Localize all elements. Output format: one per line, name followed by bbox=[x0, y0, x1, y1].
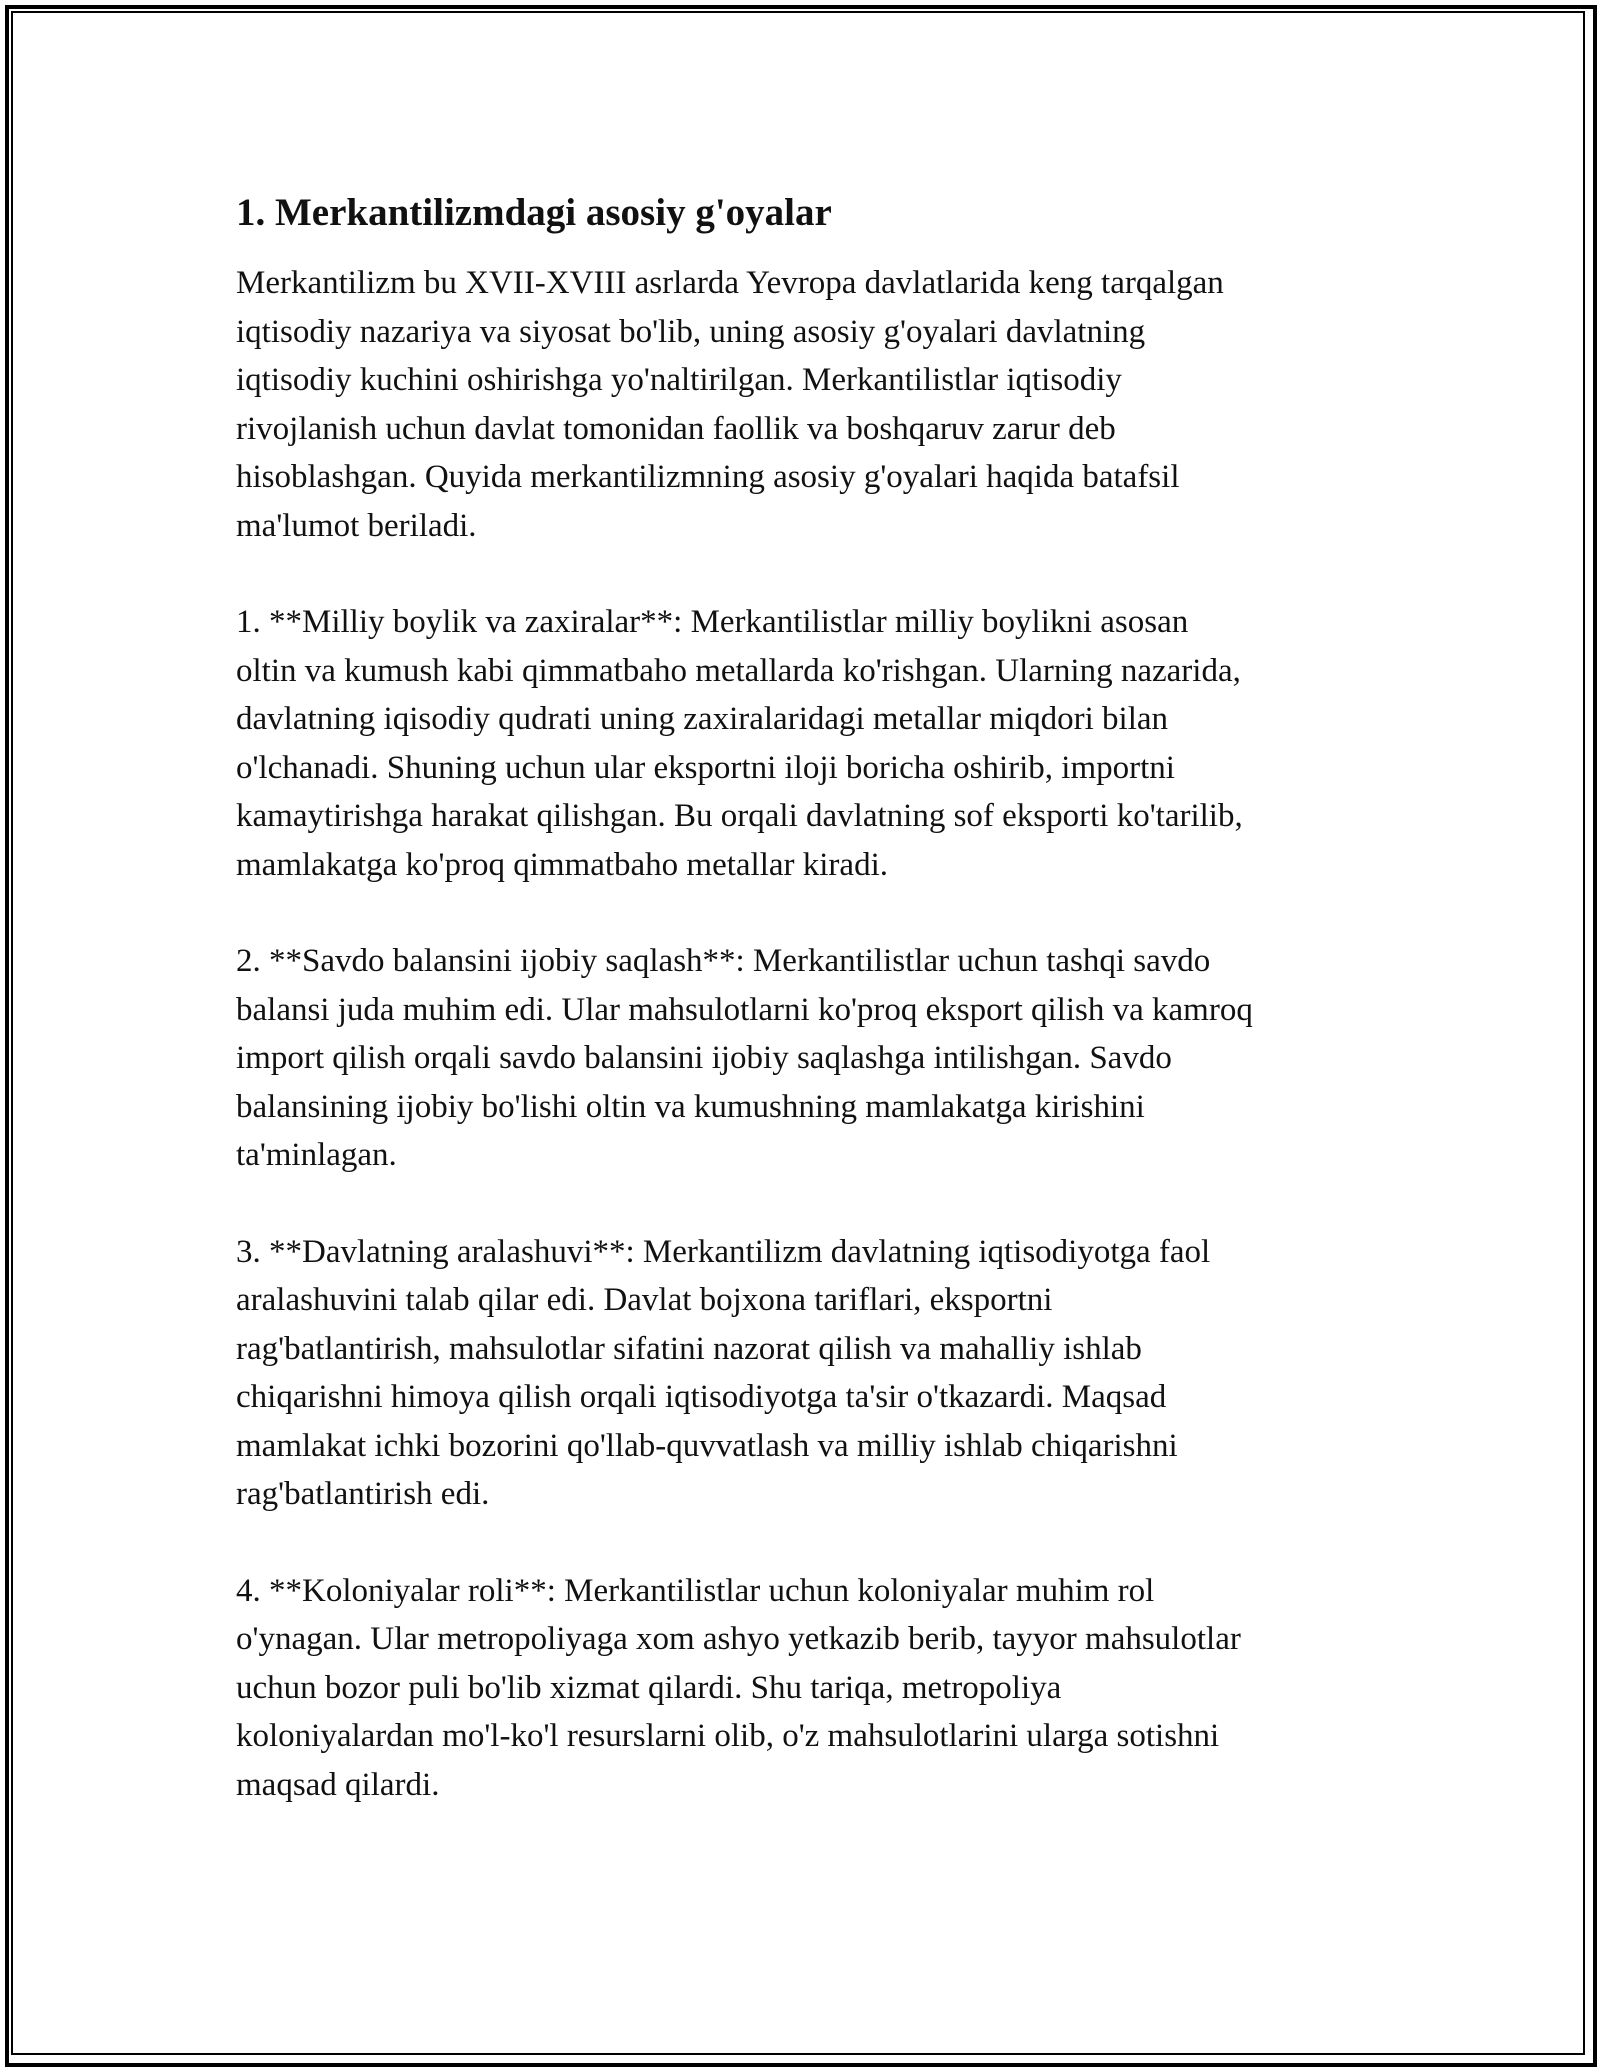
paragraph-line: aralashuvini talab qilar edi. Davlat bojxona tariflari, eksportni bbox=[236, 1282, 1053, 1318]
paragraph-line: rag'batlantirish, mahsulotlar sifatini nazorat qilish va mahalliy ishlab bbox=[236, 1330, 1142, 1367]
paragraph-line: rag'batlantirish edi. bbox=[236, 1476, 490, 1512]
paragraph-line: rivojlanish uchun davlat tomonidan faollik va boshqaruv zarur deb bbox=[236, 410, 1116, 447]
paragraph-line: mamlakatga ko'proq qimmatbaho metallar kiradi. bbox=[236, 846, 888, 883]
paragraph-line: balansi juda muhim edi. Ular mahsulotlarni ko'proq eksport qilish va kamroq bbox=[236, 991, 1253, 1028]
paragraph-line: o'ynagan. Ular metropoliyaga xom ashyo yetkazib berib, tayyor mahsulotlar bbox=[236, 1621, 1241, 1657]
paragraph-line: Merkantilizm bu XVII-XVIII asrlarda Yevropa davlatlarida keng tarqalgan bbox=[236, 265, 1224, 301]
paragraph-line: maqsad qilardi. bbox=[236, 1766, 440, 1803]
section-heading: 1. Merkantilizmdagi asosiy g'oyalar bbox=[236, 191, 832, 234]
paragraph-line: kamaytirishga harakat qilishgan. Bu orqali davlatning sof eksporti ko'tarilib, bbox=[236, 798, 1243, 834]
paragraph-line: ta'minlagan. bbox=[236, 1137, 397, 1173]
paragraph-line: koloniyalardan mo'l-ko'l resurslarni olib, o'z mahsulotlarini ularga sotishni bbox=[236, 1718, 1220, 1754]
paragraph-line: oltin va kumush kabi qimmatbaho metallarda ko'rishgan. Ularning nazarida, bbox=[236, 652, 1241, 689]
paragraph-line: balansining ijobiy bo'lishi oltin va kumushning mamlakatga kirishini bbox=[236, 1088, 1145, 1125]
paragraph-line: 4. **Koloniyalar roli**: Merkantilistlar uchun koloniyalar muhim rol bbox=[236, 1572, 1155, 1609]
paragraph-line: import qilish orqali savdo balansini ijobiy saqlashga intilishgan. Savdo bbox=[236, 1040, 1172, 1076]
document-body bbox=[236, 185, 1376, 1809]
paragraph bbox=[236, 1567, 1376, 1810]
paragraph-line: chiqarishni himoya qilish orqali iqtisodiyotga ta'sir o'tkazardi. Maqsad bbox=[236, 1379, 1167, 1415]
paragraph bbox=[236, 937, 1376, 1180]
paragraph bbox=[236, 1228, 1376, 1519]
paragraph-line: hisoblashgan. Quyida merkantilizmning asosiy g'oyalari haqida batafsil bbox=[236, 459, 1180, 495]
paragraph-line: iqtisodiy nazariya va siyosat bo'lib, uning asosiy g'oyalari davlatning bbox=[236, 313, 1146, 350]
paragraph bbox=[236, 598, 1376, 889]
paragraph bbox=[236, 259, 1376, 550]
paragraph-line: mamlakat ichki bozorini qo'llab-quvvatlash va milliy ishlab chiqarishni bbox=[236, 1427, 1178, 1464]
paragraph-line: o'lchanadi. Shuning uchun ular eksportni iloji boricha oshirib, importni bbox=[236, 749, 1175, 786]
paragraph-line: 2. **Savdo balansini ijobiy saqlash**: Merkantilistlar uchun tashqi savdo bbox=[236, 943, 1211, 979]
paragraph-list bbox=[236, 259, 1376, 1809]
paragraph-line: 3. **Davlatning aralashuvi**: Merkantilizm davlatning iqtisodiyotga faol bbox=[236, 1233, 1211, 1270]
paragraph-line: ma'lumot beriladi. bbox=[236, 507, 477, 544]
paragraph-line: 1. **Milliy boylik va zaxiralar**: Merkantilistlar milliy boylikni asosan bbox=[236, 604, 1189, 640]
paragraph-line: davlatning iqisodiy qudrati uning zaxiralaridagi metallar miqdori bilan bbox=[236, 701, 1169, 737]
paragraph-line: iqtisodiy kuchini oshirishga yo'naltirilgan. Merkantilistlar iqtisodiy bbox=[236, 362, 1122, 398]
paragraph-line: uchun bozor puli bo'lib xizmat qilardi. Shu tariqa, metropoliya bbox=[236, 1669, 1062, 1706]
